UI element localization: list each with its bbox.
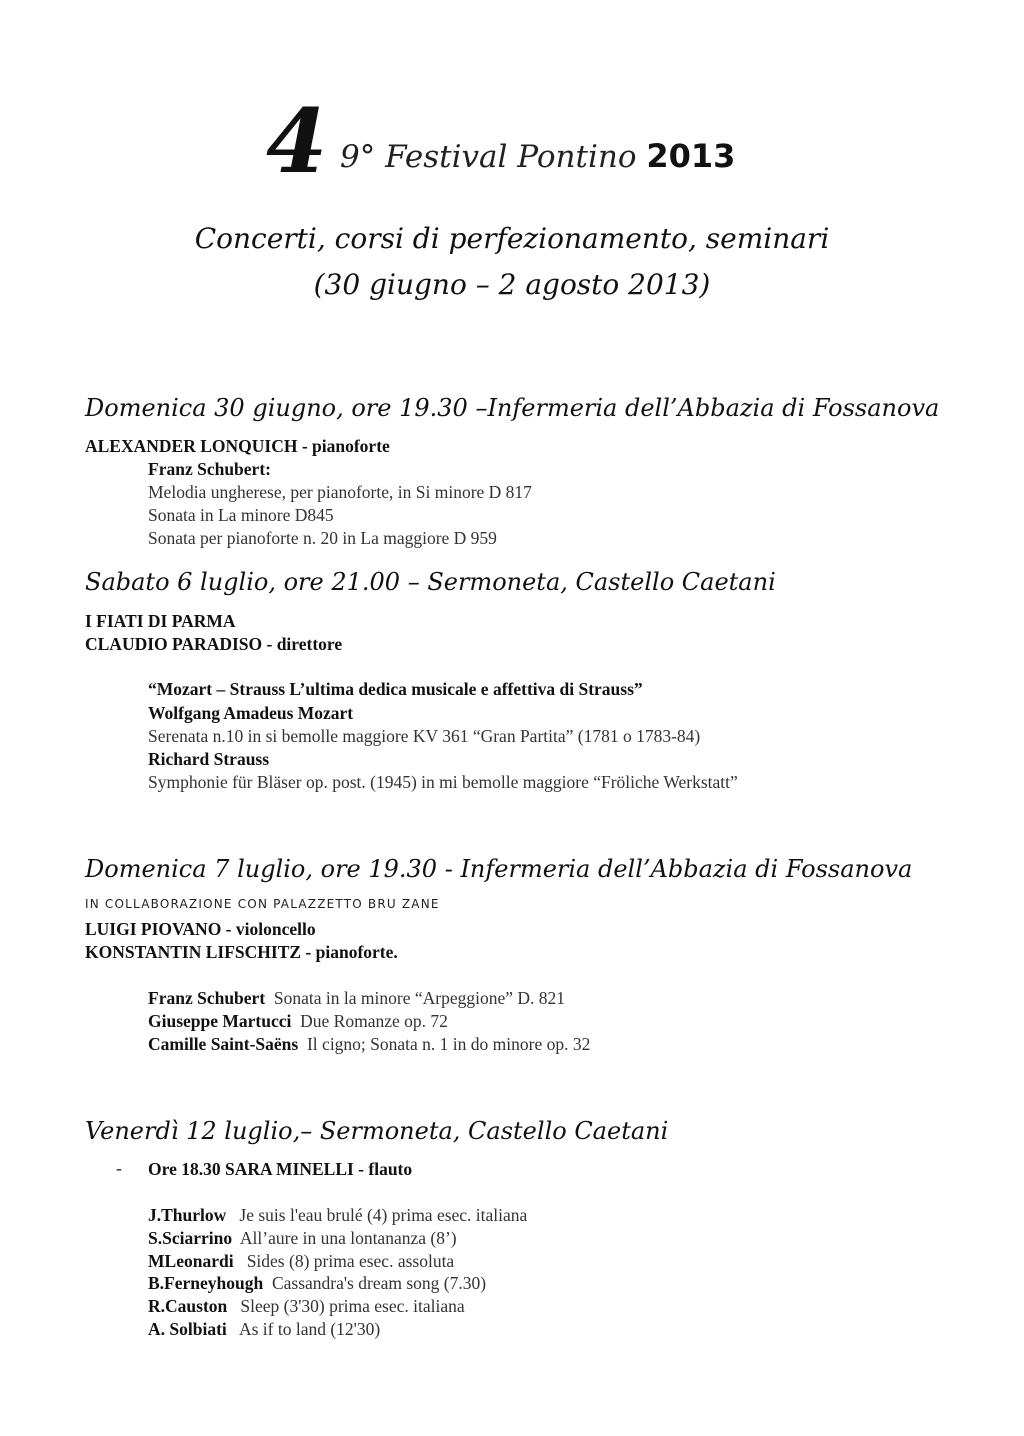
program-work: Cassandra's dream song (7.30): [271, 1273, 487, 1293]
program-composer: Giuseppe Martucci: [148, 1011, 292, 1031]
event-4-performer: Ore 18.30 SARA MINELLI - flauto: [148, 1159, 413, 1179]
program-work: Sonata in la minore “Arpeggione” D. 821: [273, 988, 566, 1008]
program-work: As if to land (12'30): [238, 1319, 381, 1339]
event-2-work-2: Symphonie für Bläser op. post. (1945) in mi bemolle maggiore “Fröliche Werkstatt”: [148, 772, 738, 792]
event-4-program-1: [148, 1204, 527, 1226]
bullet-dash: -: [116, 1158, 122, 1178]
event-1-composer: Franz Schubert:: [148, 459, 271, 479]
event-2-performer-1: I FIATI DI PARMA: [85, 611, 236, 631]
event-4-program-2: [148, 1227, 457, 1249]
event-3-performer-1: LUIGI PIOVANO - violoncello: [85, 919, 316, 939]
event-2-program-title: “Mozart – Strauss L’ultima dedica musicale e affettiva di Strauss”: [148, 679, 643, 699]
program-composer: A. Solbiati: [148, 1319, 227, 1339]
event-1-work-1: Melodia ungherese, per pianoforte, in Si minore D 817: [148, 482, 532, 502]
program-work: Sleep (3'30) prima esec. italiana: [240, 1296, 465, 1316]
program-work: Il cigno; Sonata n. 1 in do minore op. 32: [306, 1034, 591, 1054]
event-heading-2: Sabato 6 luglio, ore 21.00 – Sermoneta, Castello Caetani: [85, 568, 776, 596]
event-heading-3: Domenica 7 luglio, ore 19.30 - Infermeria dell’Abbazia di Fossanova: [85, 855, 913, 883]
event-heading-4: Venerdì 12 luglio,– Sermoneta, Castello Caetani: [85, 1117, 669, 1145]
event-3-performer-2: KONSTANTIN LIFSCHITZ - pianoforte.: [85, 942, 398, 962]
program-composer: Camille Saint-Saëns: [148, 1034, 299, 1054]
program-work: All’aure in una lontananza (8’): [239, 1228, 457, 1248]
festival-title: [0, 89, 1024, 195]
program-composer: J.Thurlow: [148, 1205, 227, 1225]
program-composer: Franz Schubert: [148, 988, 266, 1008]
program-composer: MLeonardi: [148, 1251, 234, 1271]
event-1-work-2: Sonata in La minore D845: [148, 505, 334, 525]
event-2-composer-1: Wolfgang Amadeus Mozart: [148, 703, 354, 723]
festival-label: 9° Festival Pontino: [340, 139, 637, 175]
program-composer: S.Sciarrino: [148, 1228, 233, 1248]
event-3-program-3: [148, 1033, 590, 1055]
program-work: Je suis l'eau brulé (4) prima esec. italiana: [239, 1205, 528, 1225]
event-1-work-3: Sonata per pianoforte n. 20 in La maggiore D 959: [148, 528, 497, 548]
event-heading-1: Domenica 30 giugno, ore 19.30 –Infermeria dell’Abbazia di Fossanova: [85, 394, 940, 422]
program-work: Due Romanze op. 72: [300, 1011, 448, 1031]
event-4-program-3: [148, 1250, 454, 1272]
edition-number: 4: [266, 89, 328, 193]
event-4-program-4: [148, 1272, 486, 1294]
event-2-composer-2: Richard Strauss: [148, 749, 270, 769]
program-work: Sides (8) prima esec. assoluta: [246, 1251, 455, 1271]
event-4-program-6: [148, 1318, 380, 1340]
subtitle-line-2: (30 giugno – 2 agosto 2013): [313, 268, 711, 301]
event-4-program-5: [148, 1295, 465, 1317]
subtitle-line-1: Concerti, corsi di perfezionamento, seminari: [194, 222, 830, 255]
event-3-program-1: [148, 987, 565, 1009]
program-composer: R.Causton: [148, 1296, 228, 1316]
event-1-performer: ALEXANDER LONQUICH - pianoforte: [85, 436, 390, 456]
event-2-work-1: Serenata n.10 in si bemolle maggiore KV 361 “Gran Partita” (1781 o 1783-84): [148, 726, 701, 746]
festival-year: 2013: [646, 137, 736, 175]
event-3-program-2: [148, 1010, 448, 1032]
program-composer: B.Ferneyhough: [148, 1273, 264, 1293]
event-3-collaboration: IN COLLABORAZIONE CON PALAZZETTO BRU ZANE: [85, 897, 440, 911]
event-2-performer-2: CLAUDIO PARADISO - direttore: [85, 634, 343, 654]
festival-name: [340, 137, 735, 175]
